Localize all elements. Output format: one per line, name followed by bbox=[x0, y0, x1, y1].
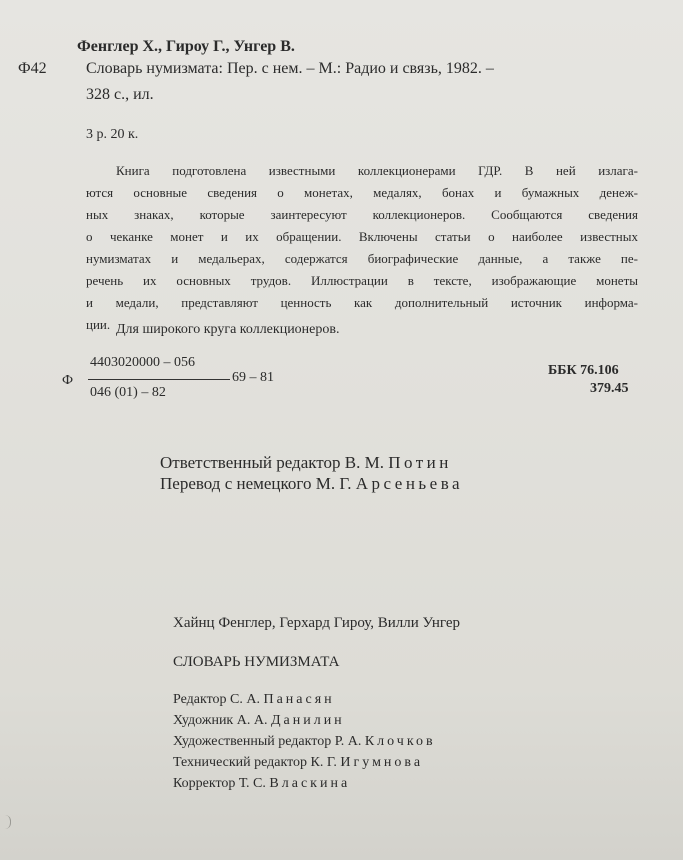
book-authors: Фенглер Х., Гироу Г., Унгер В. bbox=[77, 38, 295, 55]
credits-list bbox=[173, 689, 436, 794]
credit-name: Игумнова bbox=[340, 755, 424, 770]
credit-name: Панасян bbox=[263, 692, 335, 707]
translator bbox=[160, 474, 463, 494]
annotation-line: ных знаках, которые заинтересуют коллекционеров. Сообщаются сведения bbox=[86, 207, 638, 222]
bibliographic-description-line-2: 328 с., ил. bbox=[86, 86, 154, 103]
annotation-line: ются основные сведения о монетах, медалях, бонах и бумажных денеж- bbox=[86, 185, 638, 200]
annotation-line: Книга подготовлена известными коллекционерами ГДР. В ней излага- bbox=[116, 163, 638, 178]
classification-code: Ф42 bbox=[18, 60, 47, 77]
translator-name: Арсеньева bbox=[355, 474, 464, 493]
annotation-line: ции. bbox=[86, 317, 111, 332]
responsible-editor bbox=[160, 453, 452, 473]
credit-role: Корректор Т. С. bbox=[173, 776, 266, 791]
bibliographic-description-line-1: Словарь нумизмата: Пер. с нем. – М.: Радио и связь, 1982. – bbox=[86, 60, 494, 77]
annotation bbox=[86, 160, 638, 336]
credit-line bbox=[173, 752, 436, 773]
bbk-index-secondary: 379.45 bbox=[590, 381, 629, 396]
credit-line bbox=[173, 689, 436, 710]
price: 3 р. 20 к. bbox=[86, 127, 139, 142]
credit-line bbox=[173, 773, 436, 794]
credit-role: Редактор С. А. bbox=[173, 692, 260, 707]
credit-name: Клочков bbox=[364, 734, 436, 749]
credit-name: Власкина bbox=[269, 776, 351, 791]
original-authors: Хайнц Фенглер, Герхард Гироу, Вилли Унгер bbox=[173, 615, 460, 631]
responsible-editor-name: Потин bbox=[388, 453, 452, 472]
original-title: СЛОВАРЬ НУМИЗМАТА bbox=[173, 654, 340, 670]
catalog-f-mark: Ф bbox=[62, 373, 74, 388]
catalog-fraction-denominator: 046 (01) – 82 bbox=[90, 385, 166, 400]
credit-role: Художественный редактор Р. А. bbox=[173, 734, 362, 749]
translator-role: Перевод с немецкого М. Г. bbox=[160, 474, 352, 493]
credit-role: Технический редактор К. Г. bbox=[173, 755, 337, 770]
credit-role: Художник А. А. bbox=[173, 713, 268, 728]
annotation-line: нумизматах и медальерах, содержатся биографические данные, а также пе- bbox=[86, 251, 638, 266]
fraction-bar bbox=[88, 379, 230, 380]
annotation-line: речень их основных трудов. Иллюстрации в тексте, изображающие монеты bbox=[86, 273, 638, 288]
catalog-fraction-suffix: 69 – 81 bbox=[232, 370, 274, 385]
responsible-editor-role: Ответственный редактор В. М. bbox=[160, 453, 384, 472]
annotation-line: о чеканке монет и их обращении. Включены статьи о наиболее известных bbox=[86, 229, 638, 244]
annotation-line: и медали, представляют ценность как дополнительный источник информа- bbox=[86, 295, 638, 310]
page-edge-mark bbox=[0, 815, 11, 829]
target-audience: Для широкого круга коллекционеров. bbox=[116, 322, 340, 337]
catalog-fraction-numerator: 4403020000 – 056 bbox=[90, 355, 195, 370]
credit-line bbox=[173, 731, 436, 752]
credit-name: Данилин bbox=[270, 713, 345, 728]
credit-line bbox=[173, 710, 436, 731]
bbk-index: ББК 76.106 bbox=[548, 363, 619, 378]
